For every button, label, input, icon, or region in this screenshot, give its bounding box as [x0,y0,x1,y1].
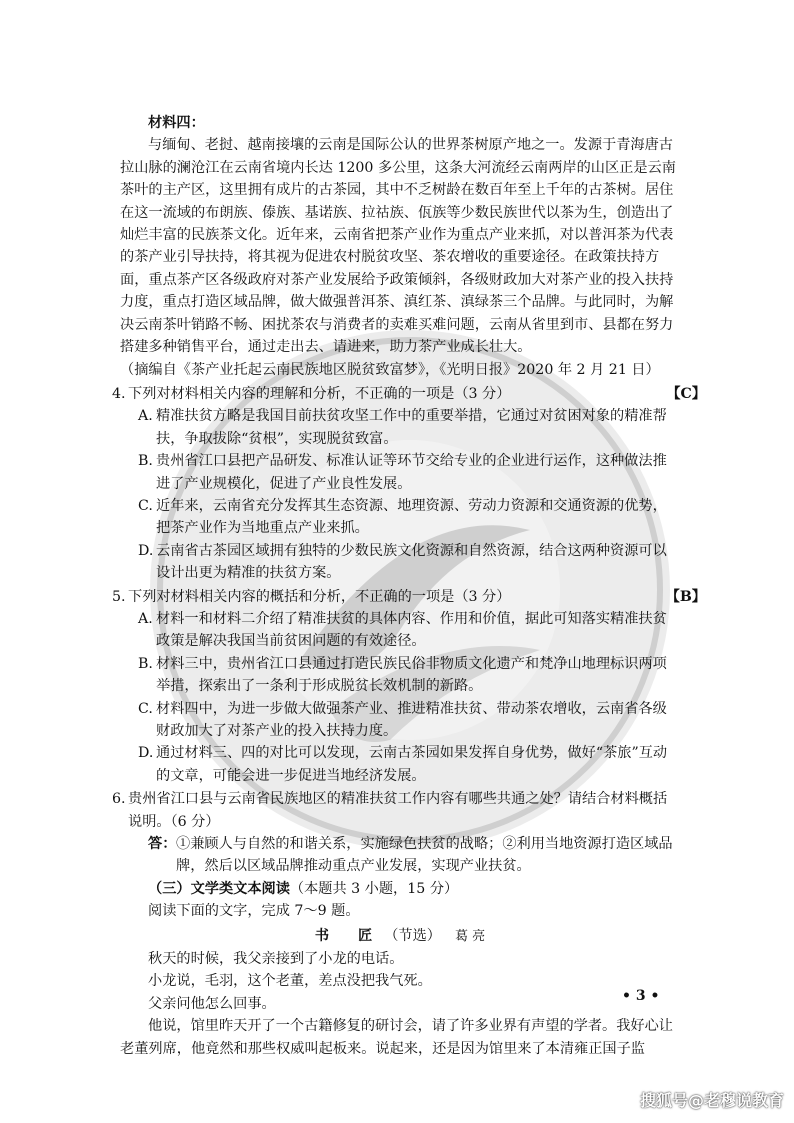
option-d [120,742,680,787]
answer-text: ①兼顾人与自然的和谐关系，实施绿色扶贫的战略；②利用当地资源打造区域品牌，然后以区域品牌推动重点产业发展，实现产业扶贫。 [176,836,673,875]
story-line: 小龙说，毛羽，这个老董，差点没把我气死。 [148,973,432,990]
option-c [120,698,680,743]
option-text: 材料三中，贵州省江口县通过打造民族民俗非物质文化遗产和梵净山地理标识两项举措，探索出了一条利于形成脱贫长效机制的新路。 [156,655,667,695]
material-heading: 材料四： [148,115,205,131]
question-text: 下列对材料相关内容的理解和分析，不正确的一项是（3 分） [128,385,511,402]
option-a [120,608,680,653]
watermark-text: 搜狐号@老穆说教育 [640,1091,785,1110]
story-line: 他说，馆里昨天开了一个古籍修复的研讨会，请了许多业界有声望的学者。我好心让老董列席，他竟然和那些权威叫起板来。说起来，还是因为馆里来了本清雍正国子监 [120,1018,673,1057]
option-letter: D. [138,745,154,762]
question-text: 贵州省江口县与云南省民族地区的精准扶贫工作内容有哪些共通之处？请结合材料概括说明。（6 分） [128,791,668,830]
story-line: 父亲问他怎么回事。 [148,995,276,1012]
question-number: 6. [112,791,126,808]
option-text: 材料四中，为进一步做大做强茶产业、推进精准扶贫、带动茶农增收，云南省各级财政加大了对茶产业的投入扶持力度。 [156,700,667,739]
option-c [120,495,680,540]
story-title-text: 书 匠 [314,927,385,944]
option-letter: A. [138,610,153,627]
question-answer: 【C】 [666,385,706,402]
option-d [120,540,680,585]
question-number: 4. [112,385,126,402]
section-heading [120,878,680,900]
content-area [112,112,706,1060]
question-5 [112,586,706,608]
material-paragraph: 与缅甸、老挝、越南接壤的云南是国际公认的世界茶树原产地之一。发源于青海唐古拉山脉的澜沧江在云南省境内长达 1200 多公里，这条大河流经云南两岸的山区正是云南茶叶的主产区，这里拥有成片的古茶园，其中不乏树龄在数百年至上千年的古茶树。居住在这一流域的布朗族、傣族、基诺族、拉祜族、佤族等少数民族世代以茶为生，创造出了灿烂丰富的民族茶文化。近年来，云南省把茶产业作为重点产业来抓，对以普洱茶为代表的茶产业引导扶持，将其视为促进农村脱贫攻坚、茶农增收的重要途径。在政策扶持方面，重点茶产区各级政府对茶产业发展给予政策倾斜，各级财政加大对茶产业的投入扶持力度，重点打造区域品牌，做大做强普洱茶、滇红茶、滇绿茶三个品牌。与此同时，为解决云南茶叶销路不畅、困扰茶农与消费者的卖难买难问题，云南从省里到市、县都在努力搭建多种销售平台，通过走出去、请进来，助力茶产业成长壮大。 [120,137,676,356]
option-b [120,653,680,698]
story-line: 秋天的时候，我父亲接到了小龙的电话。 [148,951,404,968]
option-b [120,450,680,495]
option-letter: B. [138,655,153,672]
page-number: • 3 • [622,988,660,1004]
question-6-answer [120,833,680,878]
section-label: （三）文学类文本阅读 [148,880,290,897]
question-number: 5. [112,588,126,605]
question-4 [112,383,706,405]
option-text: 精准扶贫方略是我国目前扶贫攻坚工作中的重要举措，它通过对贫困对象的精准帮扶，争取拔除“贫根”，实现脱贫致富。 [156,408,667,447]
option-a [120,405,680,450]
section-instruction: 阅读下面的文字，完成 7～9 题。 [148,903,360,920]
option-letter: C. [138,497,153,514]
option-text: 云南省古茶园区域拥有独特的少数民族文化资源和自然资源，结合这两种资源可以设计出更为精准的扶贫方案。 [156,542,667,582]
question-answer: 【B】 [665,588,706,605]
option-text: 近年来，云南省充分发挥其生态资源、地理资源、劳动力资源和交通资源的优势，把茶产业作为当地重点产业来抓。 [156,497,667,537]
story-author: 葛 亮 [454,928,486,944]
option-letter: B. [138,453,153,470]
story-title [120,925,680,948]
story-subtitle: （节选） [384,927,441,944]
option-letter: C. [138,700,153,717]
option-letter: D. [138,542,154,559]
option-text: 通过材料三、四的对比可以发现，云南古茶园如果发挥自身优势，做好“茶旅”互动的文章，可能会进一步促进当地经济发展。 [156,745,668,784]
option-letter: A. [138,408,153,425]
question-6 [112,788,680,833]
answer-label: 答： [148,836,177,852]
material-source: （摘编自《茶产业托起云南民族地区脱贫致富梦》，《光明日报》2020 年 2 月 21 日） [120,362,660,379]
question-text: 下列对材料相关内容的概括和分析，不正确的一项是（3 分） [128,588,511,605]
option-text: 贵州省江口县把产品研发、标准认证等环节交给专业的企业进行运作，这种做法推进了产业规模化，促进了产业良性发展。 [156,453,667,492]
option-text: 材料一和材料二介绍了精准扶贫的具体内容、作用和价值，据此可知落实精准扶贫政策是解决我国当前贫困问题的有效途径。 [156,610,667,650]
section-meta: （本题共 3 小题，15 分） [289,880,459,897]
